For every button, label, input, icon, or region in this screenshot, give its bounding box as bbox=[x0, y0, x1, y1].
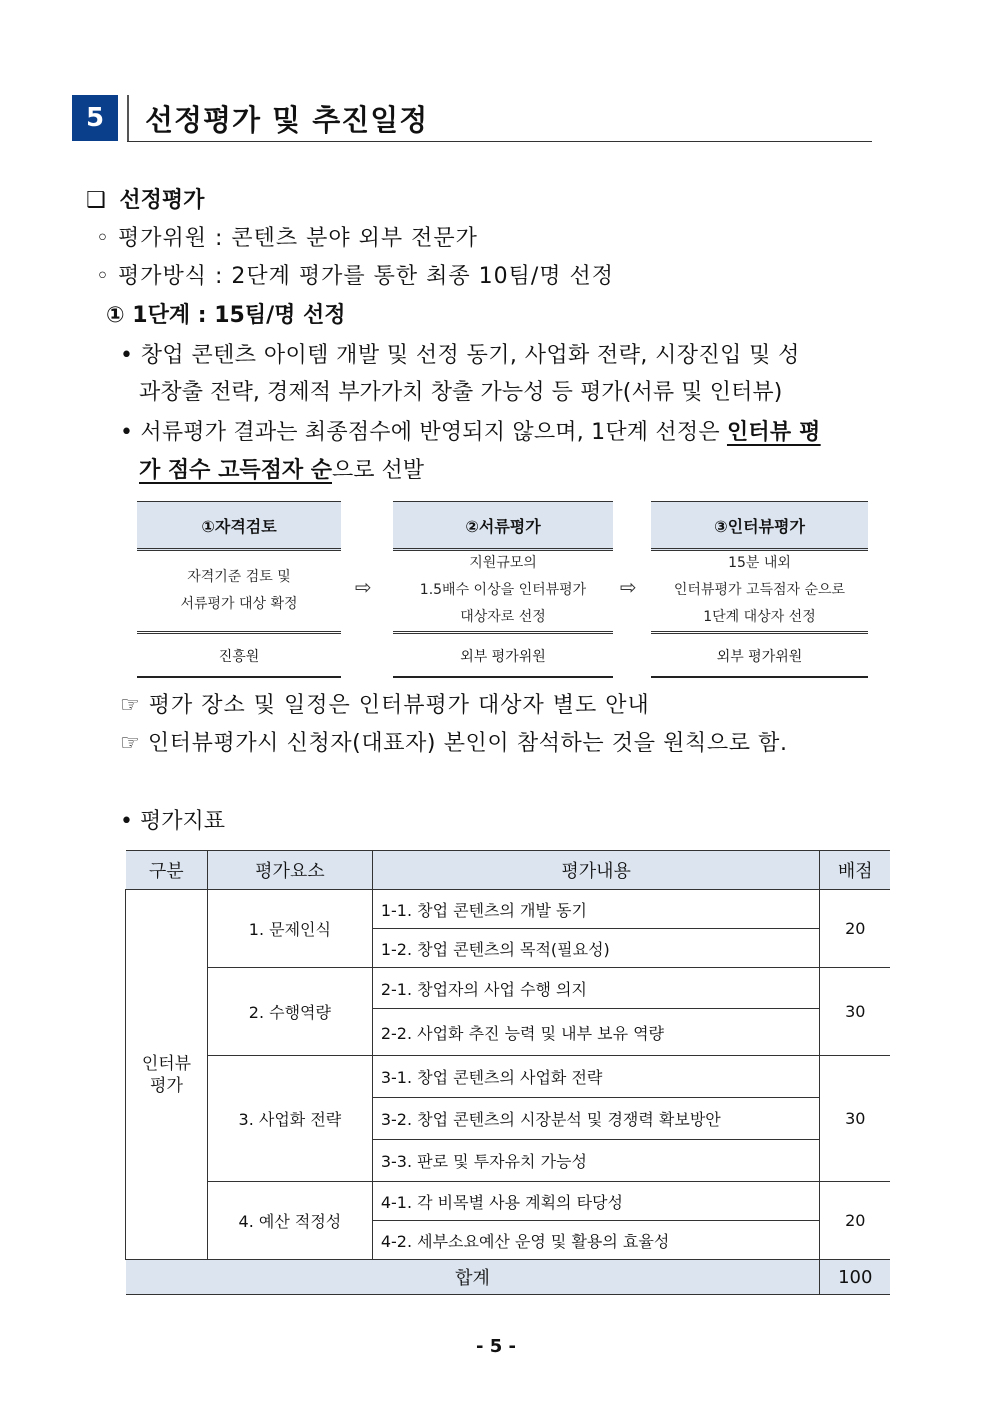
score-cell: 30 bbox=[820, 1056, 890, 1182]
subsection-heading bbox=[86, 183, 204, 219]
table-header-row bbox=[126, 851, 891, 890]
flow-step-3-line-2: 인터뷰평가 고득점자 순으로 bbox=[673, 582, 846, 598]
subsection-heading-label: 선정평가 bbox=[119, 188, 205, 213]
total-row bbox=[126, 1260, 891, 1295]
content-cell: 3-2. 창업 콘텐츠의 시장분석 및 경쟁력 확보방안 bbox=[372, 1098, 820, 1140]
content-cell: 4-2. 세부소요예산 운영 및 활용의 효율성 bbox=[372, 1221, 820, 1260]
element-cell: 2. 수행역량 bbox=[207, 968, 372, 1056]
score-cell: 20 bbox=[820, 890, 890, 968]
flow-step-1-line-2: 서류평가 대상 확정 bbox=[180, 595, 298, 612]
flow-step-3-line-1: 15분 내외 bbox=[728, 555, 791, 571]
committee-item: ◦ 평가위원 : 콘텐츠 분야 외부 전문가 bbox=[96, 226, 478, 251]
bullet-2-line-1 bbox=[120, 415, 821, 451]
total-label: 합계 bbox=[126, 1260, 820, 1295]
method-item: ◦ 평가방식 : 2단계 평가를 통한 최종 10팀/명 선정 bbox=[96, 264, 615, 289]
element-cell: 1. 문제인식 bbox=[207, 890, 372, 968]
table-row bbox=[126, 890, 891, 929]
flow-step-1-title: ①자격검토 bbox=[137, 501, 341, 551]
element-cell: 3. 사업화 전략 bbox=[207, 1056, 372, 1182]
header-content: 평가내용 bbox=[372, 851, 820, 890]
section-divider bbox=[127, 95, 129, 141]
bullet-2-emphasis-2: 가 점수 고득점자 순 bbox=[139, 458, 332, 483]
flow-step-3-owner: 외부 평가위원 bbox=[651, 636, 868, 678]
flow-step-2-line-1: 지원규모의 bbox=[469, 555, 537, 571]
header-score: 배점 bbox=[820, 851, 890, 890]
content-cell: 3-1. 창업 콘텐츠의 사업화 전략 bbox=[372, 1056, 820, 1098]
content-cell: 2-1. 창업자의 사업 수행 의지 bbox=[372, 968, 820, 1009]
flow-step-2-desc bbox=[393, 550, 613, 634]
content-cell: 4-1. 각 비목별 사용 계획의 타당성 bbox=[372, 1182, 820, 1221]
score-cell: 30 bbox=[820, 968, 890, 1056]
bullet-1-line-2: 과창출 전략, 경제적 부가가치 창출 가능성 등 평가(서류 및 인터뷰) bbox=[139, 380, 783, 405]
flow-step-2-line-2: 1.5배수 이상을 인터뷰평가 bbox=[419, 582, 587, 598]
content-cell: 3-3. 판로 및 투자유치 가능성 bbox=[372, 1140, 820, 1182]
table-title: • 평가지표 bbox=[120, 809, 225, 834]
score-cell: 20 bbox=[820, 1182, 890, 1260]
header-category: 구분 bbox=[126, 851, 208, 890]
category-cell: 인터뷰 평가 bbox=[126, 890, 208, 1260]
header-element: 평가요소 bbox=[207, 851, 372, 890]
content-cell: 1-2. 창업 콘텐츠의 목적(필요성) bbox=[372, 929, 820, 968]
total-score: 100 bbox=[820, 1260, 890, 1295]
bullet-2-emphasis-1: 인터뷰 평 bbox=[726, 420, 821, 445]
bullet-2-line-2 bbox=[139, 453, 424, 489]
flow-step-1-line-1: 자격기준 검토 및 bbox=[187, 568, 291, 585]
table-row bbox=[126, 1056, 891, 1098]
flow-step-2-owner: 외부 평가위원 bbox=[393, 636, 613, 678]
bullet-1-line-1: • 창업 콘텐츠 아이템 개발 및 선정 동기, 사업화 전략, 시장진입 및 성 bbox=[120, 343, 800, 368]
bullet-2-text: • 서류평가 결과는 최종점수에 반영되지 않으며, 1단계 선정은 bbox=[120, 420, 727, 445]
note-attendance: ☞ 인터뷰평가시 신청자(대표자) 본인이 참석하는 것을 원칙으로 함. bbox=[120, 731, 788, 756]
note-schedule: ☞ 평가 장소 및 일정은 인터뷰평가 대상자 별도 안내 bbox=[120, 693, 650, 718]
evaluation-table bbox=[125, 850, 890, 1295]
square-bullet-icon: ❑ bbox=[86, 188, 106, 213]
content-cell: 2-2. 사업화 추진 능력 및 내부 보유 역량 bbox=[372, 1009, 820, 1056]
table-row bbox=[126, 1182, 891, 1221]
stage1-heading: ① 1단계 : 15팀/명 선정 bbox=[106, 303, 346, 328]
element-cell: 4. 예산 적정성 bbox=[207, 1182, 372, 1260]
content-cell: 1-1. 창업 콘텐츠의 개발 동기 bbox=[372, 890, 820, 929]
flow-step-3-title: ③인터뷰평가 bbox=[651, 501, 868, 551]
right-arrow-icon: ⇨ bbox=[620, 575, 637, 599]
section-title: 선정평가 및 추진일정 bbox=[145, 103, 429, 137]
section-underline bbox=[127, 141, 872, 142]
right-arrow-icon: ⇨ bbox=[355, 575, 372, 599]
flow-step-2-line-3: 대상자로 선정 bbox=[460, 609, 546, 625]
flow-step-1-owner: 진흥원 bbox=[137, 636, 341, 678]
flow-step-1-desc bbox=[137, 550, 341, 634]
flow-step-2-title: ②서류평가 bbox=[393, 501, 613, 551]
bullet-2-suffix: 으로 선발 bbox=[332, 458, 425, 483]
page-number: - 5 - bbox=[476, 1336, 516, 1357]
table-row bbox=[126, 968, 891, 1009]
flow-step-3-desc bbox=[651, 550, 868, 634]
flow-step-3-line-3: 1단계 대상자 선정 bbox=[703, 609, 816, 625]
section-number: 5 bbox=[72, 95, 118, 141]
